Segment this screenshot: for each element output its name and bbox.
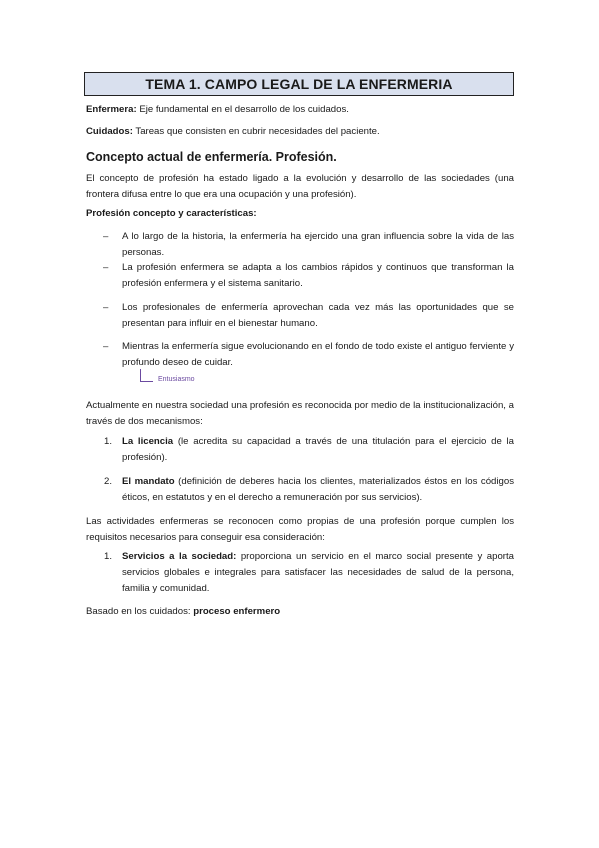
definition-term: Cuidados:	[86, 126, 133, 137]
mechanism-item	[122, 474, 514, 506]
bullet-item: A lo largo de la historia, la enfermería ha ejercido una gran influencia sobre la vida de las personas.	[122, 231, 514, 258]
mechanism-term: El mandato	[122, 476, 175, 487]
mechanism-item	[122, 434, 514, 466]
definition-text: Tareas que consisten en cubrir necesidades del paciente.	[132, 126, 380, 137]
bullet-marker: –	[103, 262, 109, 273]
bullet-marker: –	[103, 341, 109, 352]
bullet-marker: –	[103, 231, 109, 242]
bullet-item: La profesión enfermera se adapta a los cambios rápidos y continuos que transforman la profesión enfermera y el sistema sanitario.	[122, 262, 514, 289]
definition-term: Enfermera:	[86, 104, 137, 115]
requirement-item	[122, 549, 514, 597]
section-heading: Concepto actual de enfermería. Profesión.	[86, 150, 337, 164]
list-number: 1.	[104, 551, 113, 562]
mechanism-term: La licencia	[122, 436, 174, 447]
bullet-item: Los profesionales de enfermería aprovechan cada vez más las oportunidades que se presentan para influir en el bienestar humano.	[122, 302, 514, 329]
closing-line	[86, 604, 514, 620]
bullet-item: Mientras la enfermería sigue evolucionando en el fondo de todo existe el antiguo ferviente y profundo deseo de cuidar.	[122, 341, 514, 368]
document-title: TEMA 1. CAMPO LEGAL DE LA ENFERMERIA	[84, 72, 514, 96]
mechanisms-paragraph: Actualmente en nuestra sociedad una profesión es reconocida por medio de la institucionalización, a través de dos mecanismos:	[86, 400, 514, 427]
closing-prefix: Basado en los cuidados:	[86, 606, 194, 617]
annotation-connector	[140, 369, 153, 382]
annotation-note: Entusiasmo	[158, 376, 195, 383]
bullet-marker: –	[103, 302, 109, 313]
subheading: Profesión concepto y características:	[86, 208, 257, 219]
definition-text: Eje fundamental en el desarrollo de los cuidados.	[136, 104, 349, 115]
definition-cuidados	[86, 124, 514, 140]
activities-paragraph: Las actividades enfermeras se reconocen como propias de una profesión porque cumplen los requisitos necesarios para conseguir esa consideración:	[86, 516, 514, 543]
mechanism-text: (definición de deberes hacia los clientes, materializados éstos en los códigos éticos, en estatutos y en el derecho a remuneración por sus servicios).	[122, 476, 514, 503]
requirement-term: Servicios a la sociedad:	[122, 551, 237, 562]
intro-paragraph: El concepto de profesión ha estado ligado a la evolución y desarrollo de las sociedades (una frontera difusa entre lo que era una ocupación y una profesión).	[86, 173, 514, 200]
requirement-text: proporciona un servicio en el marco social presente y aporta servicios globales e integrales para satisfacer las necesidades de salud de la persona, familia y comunidad.	[122, 551, 514, 594]
list-number: 1.	[104, 436, 113, 447]
definition-enfermera	[86, 102, 514, 118]
closing-term: proceso enfermero	[193, 606, 281, 617]
list-number: 2.	[104, 476, 113, 487]
mechanism-text: (le acredita su capacidad a través de una titulación para el ejercicio de la profesión).	[122, 436, 514, 463]
